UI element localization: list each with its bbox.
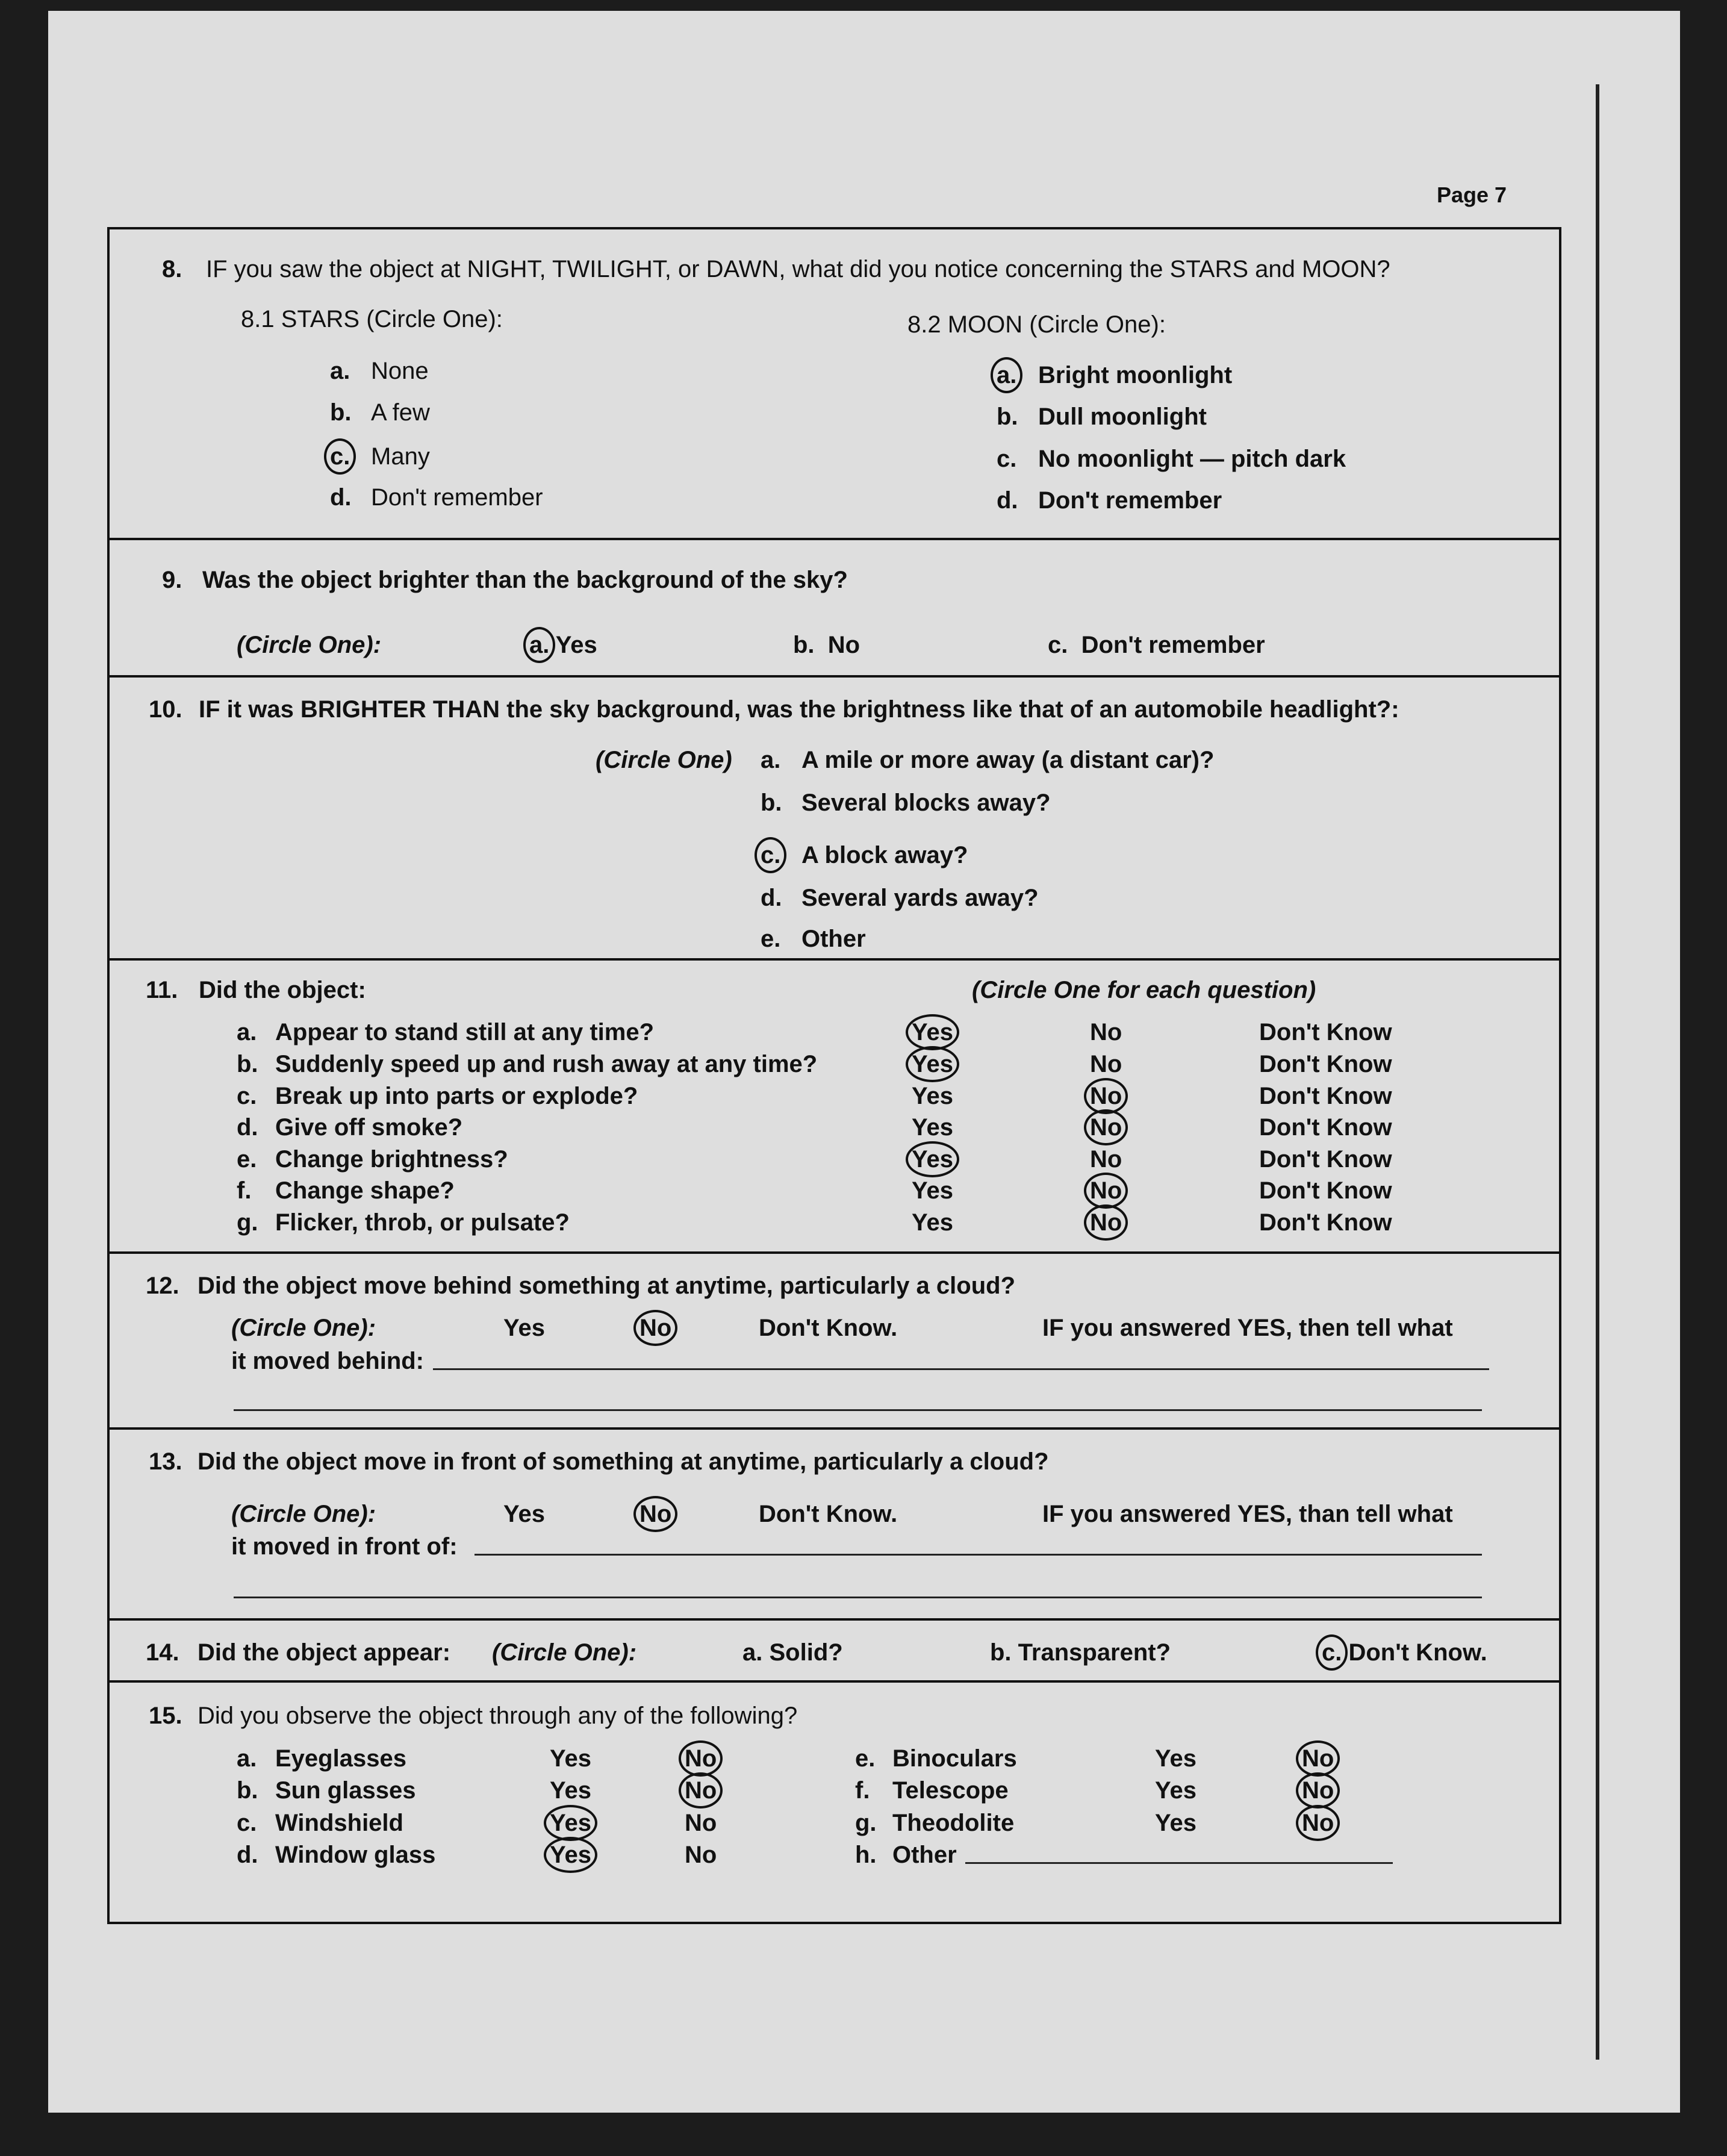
q10-number: 10.	[149, 696, 182, 723]
q13-if-yes: IF you answered YES, than tell what	[1042, 1501, 1453, 1527]
divider	[107, 1618, 1559, 1621]
q10-option-text[interactable]: Other	[801, 926, 866, 952]
q15-row-no[interactable]: No	[685, 1777, 717, 1804]
q11-row-no[interactable]: No	[1090, 1019, 1122, 1045]
q8-moon-option-text[interactable]: Bright moonlight	[1038, 362, 1233, 388]
q10-option-letter[interactable]: b.	[761, 790, 782, 816]
q11-row-letter: f.	[237, 1177, 252, 1204]
q11-row-no[interactable]: No	[1090, 1114, 1122, 1141]
q11-row-yes[interactable]: Yes	[912, 1019, 953, 1045]
q10-option-letter[interactable]: e.	[761, 926, 781, 952]
q12-yes[interactable]: Yes	[503, 1315, 545, 1341]
q11-row-dont-know[interactable]: Don't Know	[1259, 1177, 1392, 1204]
divider	[107, 958, 1559, 961]
q11-row-question: Suddenly speed up and rush away at any time?	[275, 1051, 818, 1077]
q15-row-label: Eyeglasses	[275, 1745, 406, 1772]
q9-option-c[interactable]: c. Don't remember	[1048, 632, 1265, 658]
q8-moon-option-letter[interactable]: d.	[997, 487, 1018, 514]
q11-row-no[interactable]: No	[1090, 1177, 1122, 1204]
q15-number: 15.	[149, 1703, 182, 1729]
q8-stars-option-text[interactable]: None	[371, 358, 429, 384]
q14-circle-label: (Circle One):	[492, 1639, 637, 1666]
q11-row-question: Give off smoke?	[275, 1114, 463, 1141]
q15-row-no[interactable]: No	[1302, 1810, 1334, 1836]
q8-moon-option-letter[interactable]: b.	[997, 403, 1018, 430]
q9-option-b[interactable]: b. No	[793, 632, 860, 658]
q11-row-dont-know[interactable]: Don't Know	[1259, 1209, 1392, 1236]
q15-row-label: Binoculars	[892, 1745, 1017, 1772]
q13-number: 13.	[149, 1448, 182, 1475]
q11-row-dont-know[interactable]: Don't Know	[1259, 1146, 1392, 1173]
q8-stars-option-text[interactable]: A few	[371, 399, 430, 426]
q12-answer-line-2[interactable]	[234, 1409, 1482, 1411]
q15-row-letter: d.	[237, 1842, 258, 1868]
q11-row-yes[interactable]: Yes	[912, 1051, 953, 1077]
q11-row-question: Break up into parts or explode?	[275, 1083, 638, 1109]
q14-text: Did the object appear:	[198, 1639, 451, 1666]
q11-row-dont-know[interactable]: Don't Know	[1259, 1114, 1392, 1141]
q15-row-yes[interactable]: Yes	[550, 1777, 591, 1804]
q12-answer-line[interactable]	[433, 1368, 1489, 1370]
q8-moon-option-letter[interactable]: c.	[997, 446, 1017, 472]
q11-row-letter: g.	[237, 1209, 258, 1236]
divider	[107, 538, 1559, 540]
q15-row-no[interactable]: No	[1302, 1745, 1334, 1772]
q15-row-letter: a.	[237, 1745, 257, 1772]
q15-row-letter: c.	[237, 1810, 257, 1836]
q11-row-dont-know[interactable]: Don't Know	[1259, 1051, 1392, 1077]
q10-option-letter[interactable]: c.	[761, 842, 781, 868]
q15-row-label: Window glass	[275, 1842, 436, 1868]
q11-row-no[interactable]: No	[1090, 1051, 1122, 1077]
q15-row-label: Telescope	[892, 1777, 1009, 1804]
q15-row-yes[interactable]: Yes	[1155, 1810, 1196, 1836]
q9-text: Was the object brighter than the background of the sky?	[202, 567, 848, 593]
q14-number: 14.	[146, 1639, 179, 1666]
q13-answer-line[interactable]	[475, 1554, 1482, 1556]
q10-circle-label: (Circle One)	[596, 747, 732, 773]
q9-circle-label: (Circle One):	[237, 632, 382, 658]
q14-option-a[interactable]: a. Solid?	[742, 1639, 843, 1666]
q13-answer-line-2[interactable]	[234, 1597, 1482, 1598]
q12-circle-label: (Circle One):	[231, 1315, 376, 1341]
q15-row-yes[interactable]: Yes	[550, 1745, 591, 1772]
q11-circle-label: (Circle One for each question)	[972, 977, 1316, 1003]
q11-row-yes[interactable]: Yes	[912, 1146, 953, 1173]
q12-text: Did the object move behind something at anytime, particularly a cloud?	[198, 1273, 1016, 1299]
q15-row-no[interactable]: No	[685, 1810, 717, 1836]
q10-text: IF it was BRIGHTER THAN the sky background, was the brightness like that of an automobile headlight?:	[199, 696, 1399, 723]
q9-number: 9.	[162, 567, 182, 593]
q8-stars-option-text[interactable]: Many	[371, 443, 430, 470]
q11-row-letter: e.	[237, 1146, 257, 1173]
q15-row-yes[interactable]: Yes	[1155, 1745, 1196, 1772]
q9-option-a[interactable]: a. Yes	[529, 632, 597, 658]
q13-yes[interactable]: Yes	[503, 1501, 545, 1527]
q8-number: 8.	[162, 256, 182, 282]
q11-row-question: Change brightness?	[275, 1146, 508, 1173]
q8-stars-option-letter[interactable]: b.	[330, 399, 352, 426]
q8-stars-option-text[interactable]: Don't remember	[371, 484, 543, 511]
q15-other-label: Other	[892, 1842, 957, 1868]
q15-other-letter: h.	[855, 1842, 877, 1868]
q8-moon-option-letter[interactable]: a.	[997, 362, 1017, 388]
q12-dont-know[interactable]: Don't Know.	[759, 1315, 898, 1341]
q15-row-letter: e.	[855, 1745, 876, 1772]
q8-stars-option-letter[interactable]: c.	[330, 443, 350, 470]
q15-row-label: Theodolite	[892, 1810, 1015, 1836]
q12-number: 12.	[146, 1273, 179, 1299]
q8-stars-option-letter[interactable]: a.	[330, 358, 350, 384]
q11-row-letter: d.	[237, 1114, 258, 1141]
q8-stars-label: 8.1 STARS (Circle One):	[241, 306, 503, 332]
q14-option-b[interactable]: b. Transparent?	[990, 1639, 1171, 1666]
q12-if-yes: IF you answered YES, then tell what	[1042, 1315, 1453, 1341]
q15-row-yes[interactable]: Yes	[1155, 1777, 1196, 1804]
q8-moon-option-text[interactable]: No moonlight — pitch dark	[1038, 446, 1346, 472]
q11-row-no[interactable]: No	[1090, 1209, 1122, 1236]
q15-row-letter: f.	[855, 1777, 870, 1804]
q13-dont-know[interactable]: Don't Know.	[759, 1501, 898, 1527]
q14-option-c[interactable]: c. Don't Know.	[1322, 1639, 1487, 1666]
q8-moon-option-text[interactable]: Dull moonlight	[1038, 403, 1207, 430]
q15-row-no[interactable]: No	[685, 1745, 717, 1772]
q10-option-text[interactable]: A mile or more away (a distant car)?	[801, 747, 1215, 773]
q11-row-dont-know[interactable]: Don't Know	[1259, 1083, 1392, 1109]
q11-row-letter: a.	[237, 1019, 257, 1045]
q11-row-yes[interactable]: Yes	[912, 1114, 953, 1141]
q11-row-letter: b.	[237, 1051, 258, 1077]
q15-row-no[interactable]: No	[685, 1842, 717, 1868]
q11-row-question: Appear to stand still at any time?	[275, 1019, 655, 1045]
q15-row-letter: g.	[855, 1810, 877, 1836]
q8-moon-option-text[interactable]: Don't remember	[1038, 487, 1222, 514]
q15-other-line[interactable]	[965, 1862, 1393, 1864]
q15-row-letter: b.	[237, 1777, 258, 1804]
q11-row-yes[interactable]: Yes	[912, 1177, 953, 1204]
q15-row-label: Windshield	[275, 1810, 403, 1836]
q15-row-label: Sun glasses	[275, 1777, 416, 1804]
q11-row-letter: c.	[237, 1083, 257, 1109]
q10-option-text[interactable]: A block away?	[801, 842, 968, 868]
q10-option-letter[interactable]: d.	[761, 885, 782, 911]
q11-row-dont-know[interactable]: Don't Know	[1259, 1019, 1392, 1045]
q11-row-yes[interactable]: Yes	[912, 1083, 953, 1109]
q10-option-text[interactable]: Several blocks away?	[801, 790, 1051, 816]
divider	[107, 1427, 1559, 1430]
q15-row-no[interactable]: No	[1302, 1777, 1334, 1804]
scan-edge	[1596, 84, 1599, 2060]
q13-text: Did the object move in front of something at anytime, particularly a cloud?	[198, 1448, 1049, 1475]
q11-row-question: Flicker, throb, or pulsate?	[275, 1209, 570, 1236]
divider	[107, 675, 1559, 678]
q11-row-no[interactable]: No	[1090, 1146, 1122, 1173]
q12-no[interactable]: No	[639, 1315, 672, 1341]
q8-stars-option-letter[interactable]: d.	[330, 484, 352, 511]
q10-option-text[interactable]: Several yards away?	[801, 885, 1039, 911]
q13-circle-label: (Circle One):	[231, 1501, 376, 1527]
q11-text: Did the object:	[199, 977, 366, 1003]
q15-row-yes[interactable]: Yes	[550, 1810, 591, 1836]
page-number: Page 7	[1437, 182, 1507, 207]
q11-row-question: Change shape?	[275, 1177, 455, 1204]
q12-follow-label: it moved behind:	[231, 1348, 424, 1374]
divider	[107, 1680, 1559, 1683]
q13-follow-label: it moved in front of:	[231, 1533, 458, 1560]
q11-row-no[interactable]: No	[1090, 1083, 1122, 1109]
divider	[107, 1251, 1559, 1254]
q11-row-yes[interactable]: Yes	[912, 1209, 953, 1236]
q13-no[interactable]: No	[639, 1501, 672, 1527]
q15-row-yes[interactable]: Yes	[550, 1842, 591, 1868]
q8-text: IF you saw the object at NIGHT, TWILIGHT, or DAWN, what did you notice concerning the STARS and MOON?	[206, 256, 1390, 282]
q15-text: Did you observe the object through any of the following?	[198, 1703, 798, 1729]
q8-moon-label: 8.2 MOON (Circle One):	[907, 311, 1166, 338]
q11-number: 11.	[146, 977, 178, 1003]
q10-option-letter[interactable]: a.	[761, 747, 781, 773]
